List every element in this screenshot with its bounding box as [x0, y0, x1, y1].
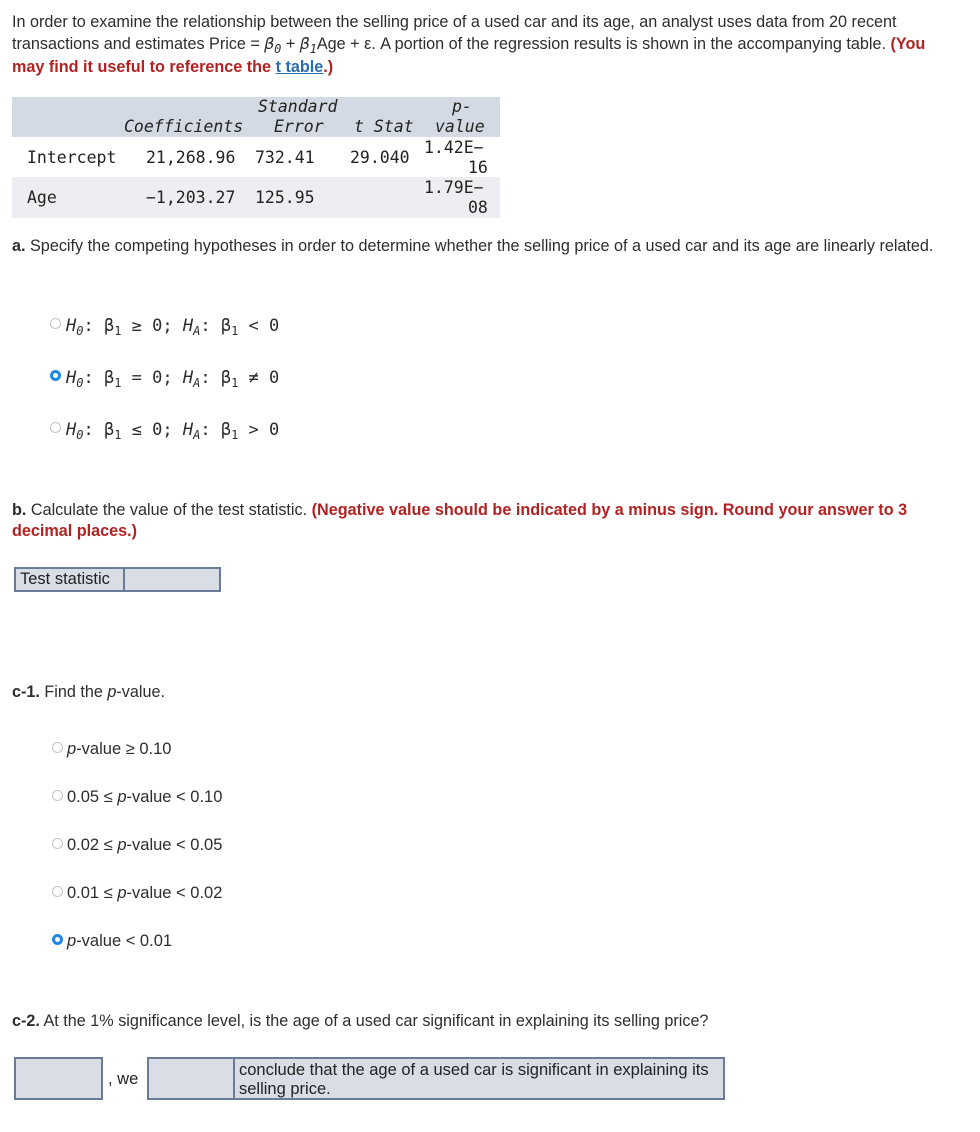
intro-text-cont: Age + ε. A portion of the regression results is shown in the accompanying table.	[316, 35, 891, 53]
radio-a-option-1[interactable]	[50, 318, 61, 329]
radio-c1-option-1[interactable]	[52, 742, 63, 753]
hypothesis-option-3[interactable]: $H_0$: $\beta_1 \le 0$; $H_A$: $\beta_1 > 0$	[66, 420, 280, 442]
intercept-p1: 1.42E−	[424, 138, 484, 157]
part-a-question: a. Specify the competing hypotheses in order to determine whether the selling price of a used car and its age are linearly related.	[12, 237, 934, 255]
pvalue-option-2[interactable]: 0.05 ≤ p-value < 0.10	[67, 788, 223, 806]
table-header-bg	[12, 97, 500, 137]
regression-table	[12, 97, 500, 218]
radio-c1-option-4[interactable]	[52, 886, 63, 897]
radio-a-option-3[interactable]	[50, 422, 61, 433]
conclusion-text: conclude that the age of a used car is significant in explaining its selling price.	[233, 1057, 725, 1100]
radio-c1-option-2[interactable]	[52, 790, 63, 801]
part-c1-question: c-1. Find the p-value.	[12, 683, 166, 701]
pvalue-option-5[interactable]: p-value < 0.01	[67, 932, 173, 950]
t-table-link[interactable]: t table	[275, 58, 324, 76]
radio-c1-option-5[interactable]	[52, 934, 63, 945]
header-error: Error	[274, 117, 324, 136]
radio-c1-option-3[interactable]	[52, 838, 63, 849]
pvalue-option-3[interactable]: 0.02 ≤ p-value < 0.05	[67, 836, 223, 854]
intro-text: In order to examine the relationship between the selling price of a used car and its age, an analyst uses data from 20 recent transactions and estimates Price =	[12, 13, 897, 53]
header-standard: Standard	[258, 97, 338, 116]
beta0-symbol: $\beta_0$	[264, 34, 282, 56]
test-statistic-row	[14, 567, 221, 592]
intercept-tstat: 29.040	[350, 148, 410, 167]
test-statistic-label: Test statistic	[20, 570, 110, 588]
question-intro	[12, 11, 962, 78]
pvalue-option-4[interactable]: 0.01 ≤ p-value < 0.02	[67, 884, 223, 902]
hypothesis-option-2[interactable]: $H_0$: $\beta_1 = 0$; $H_A$: $\beta_1 \ne 0$	[66, 368, 280, 390]
row-label-age: Age	[27, 188, 57, 207]
pvalue-option-1[interactable]: p-value ≥ 0.10	[67, 740, 172, 758]
header-pvalue: value	[435, 117, 485, 136]
intercept-se: 732.41	[255, 148, 315, 167]
row-label-intercept: Intercept	[27, 148, 117, 167]
intercept-p2: 16	[468, 158, 488, 177]
plus-sign: +	[281, 35, 300, 53]
decision-dropdown-2[interactable]	[147, 1057, 235, 1100]
intercept-coef: 21,268.96	[146, 148, 236, 167]
hint-text: (You may find it useful to reference the t table.)	[12, 35, 926, 76]
age-p2: 08	[468, 198, 488, 217]
hypothesis-option-1[interactable]: $H_0$: $\beta_1 \ge 0$; $H_A$: $\beta_1 < 0$	[66, 316, 280, 338]
header-tstat: t Stat	[354, 117, 414, 136]
part-b-question: b. Calculate the value of the test statistic. (Negative value should be indicated by a minus sign. Round your answer to 3 decimal places.)	[12, 501, 908, 540]
part-c2-question: c-2. At the 1% significance level, is the age of a used car significant in explaining its selling price?	[12, 1012, 709, 1030]
connector-text: , we	[108, 1070, 139, 1088]
radio-a-option-2[interactable]	[50, 370, 61, 381]
test-statistic-input[interactable]	[123, 569, 219, 590]
age-p1: 1.79E−	[424, 178, 484, 197]
age-se: 125.95	[255, 188, 315, 207]
header-p-top: p-	[452, 97, 472, 116]
beta1-symbol: $\beta_1$	[299, 34, 317, 56]
age-coef: −1,203.27	[146, 188, 236, 207]
header-coefficients: Coefficients	[124, 117, 244, 136]
decision-dropdown-1[interactable]	[14, 1057, 103, 1100]
